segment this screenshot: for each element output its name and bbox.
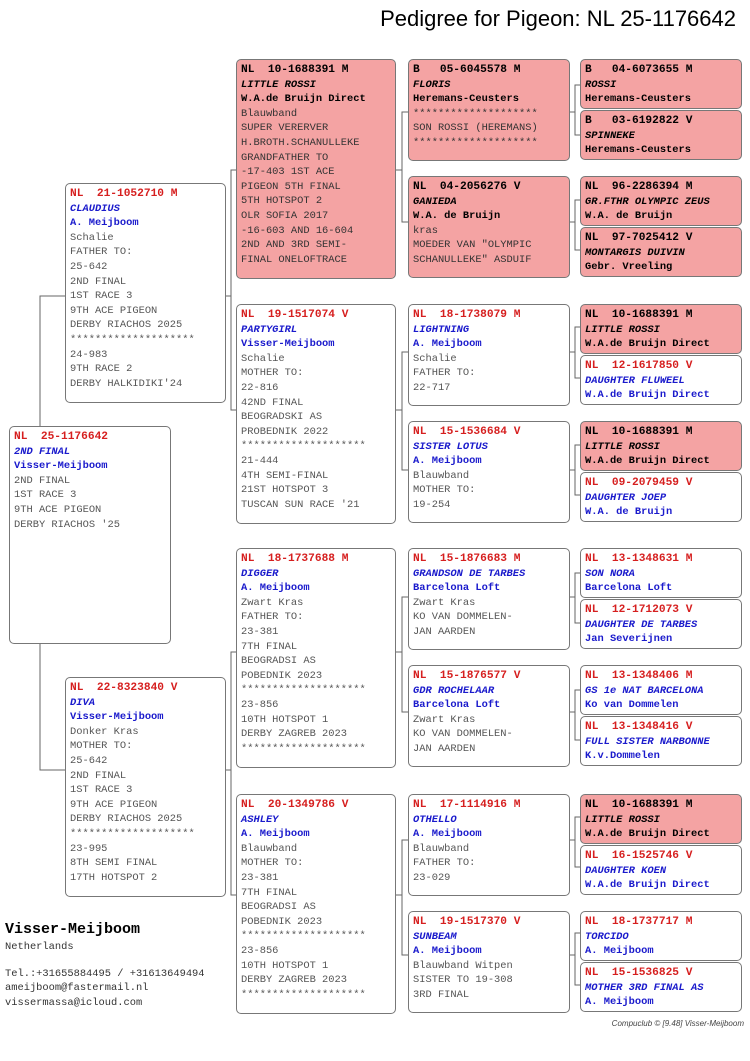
pigeon-card-gen5-13[interactable]: [580, 794, 742, 844]
note-line: ********************: [241, 742, 366, 755]
note-line: MOTHER TO:: [413, 484, 476, 497]
breeder-email-1[interactable]: ameijboom@fastermail.nl: [5, 982, 149, 994]
pigeon-name: DAUGHTER JOEP: [585, 491, 667, 504]
owner-name: Heremans-Ceusters: [413, 93, 520, 106]
ring-number: NL 15-1536825 V: [585, 967, 693, 979]
page-title: Pedigree for Pigeon: NL 25-1176642: [380, 6, 736, 31]
note-line: FINAL ONELOFTRACE: [241, 253, 348, 266]
note-line: kras: [413, 224, 438, 237]
owner-name: A. Meijboom: [241, 582, 310, 595]
pigeon-name: GR.FTHR OLYMPIC ZEUS: [585, 195, 710, 208]
note-line: 2ND FINAL: [14, 474, 71, 487]
pigeon-name: LITTLE ROSSI: [585, 440, 660, 453]
pigeon-name: LITTLE ROSSI: [241, 78, 316, 91]
note-line: 19-254: [413, 498, 451, 511]
note-line: 21-444: [241, 454, 279, 467]
note-line: Schalie: [241, 352, 285, 365]
owner-name: W.A. de Bruijn: [413, 210, 501, 223]
ring-number: NL 19-1517074 V: [241, 309, 349, 321]
ring-number: NL 09-2079459 V: [585, 477, 693, 489]
note-line: 17TH HOTSPOT 2: [70, 871, 158, 884]
note-line: DERBY RIACHOS '25: [14, 518, 121, 531]
note-line: Zwart Kras: [413, 713, 476, 726]
ring-number: NL 16-1525746 V: [585, 850, 693, 862]
pigeon-card-gen5-9[interactable]: [580, 548, 742, 598]
pigeon-card-gen5-5[interactable]: [580, 304, 742, 354]
ring-number: NL 13-1348416 V: [585, 721, 693, 733]
ring-number: NL 13-1348631 M: [585, 553, 693, 565]
note-line: 22-816: [241, 381, 279, 394]
note-line: 23-856: [241, 944, 279, 957]
owner-name: A. Meijboom: [585, 945, 654, 958]
pigeon-card-gen5-10[interactable]: [580, 599, 742, 649]
note-line: SUPER VERERVER: [241, 122, 329, 135]
note-line: Schalie: [70, 231, 114, 244]
pigeon-card-dam-sire[interactable]: [236, 548, 396, 768]
pigeon-name: OTHELLO: [413, 813, 457, 826]
pigeon-card-dam-dam[interactable]: [236, 794, 396, 1014]
ring-number: NL 10-1688391 M: [241, 64, 349, 76]
note-line: SON ROSSI (HEREMANS): [413, 122, 538, 135]
footer-credit: Compuclub © [9.48] Visser-Meijboom: [611, 1019, 744, 1028]
note-line: PIGEON 5TH FINAL: [241, 180, 341, 193]
ring-number: B 03-6192822 V: [585, 115, 693, 127]
owner-name: W.A.de Bruijn Direct: [585, 338, 710, 351]
note-line: Donker Kras: [70, 725, 139, 738]
note-line: 10TH HOTSPOT 1: [241, 713, 329, 726]
pigeon-name: LITTLE ROSSI: [585, 323, 660, 336]
pigeon-name: MOTHER 3RD FINAL AS: [585, 981, 704, 994]
pigeon-name: TORCIDO: [585, 930, 629, 943]
ring-number: NL 15-1876577 V: [413, 670, 521, 682]
pigeon-card-sire-dam[interactable]: [236, 304, 396, 524]
pigeon-name: GS 1e NAT BARCELONA: [585, 684, 704, 697]
pigeon-name: ASHLEY: [241, 813, 279, 826]
note-line: 1ST RACE 3: [14, 489, 77, 502]
owner-name: W.A.de Bruijn Direct: [585, 879, 710, 892]
pigeon-card-gen5-7[interactable]: [580, 421, 742, 471]
pigeon-name: DAUGHTER DE TARBES: [585, 618, 698, 631]
pigeon-name: SON NORA: [585, 567, 635, 580]
note-line: ********************: [241, 930, 366, 943]
pigeon-name: ROSSI: [585, 78, 617, 91]
pigeon-card-gen5-16[interactable]: [580, 962, 742, 1012]
owner-name: Heremans-Ceusters: [585, 144, 692, 157]
note-line: DERBY ZAGREB 2023: [241, 974, 348, 987]
note-line: 23-995: [70, 842, 108, 855]
note-line: ********************: [241, 988, 366, 1001]
ring-number: NL 12-1617850 V: [585, 360, 693, 372]
note-line: Blauwband Witpen: [413, 959, 513, 972]
ring-number: B 05-6045578 M: [413, 64, 521, 76]
note-line: 25-642: [70, 754, 108, 767]
note-line: -17-403 1ST ACE: [241, 166, 335, 179]
note-line: ********************: [413, 136, 538, 149]
ring-number: NL 20-1349786 V: [241, 799, 349, 811]
note-line: 21ST HOTSPOT 3: [241, 484, 329, 497]
pigeon-card-gen4-4[interactable]: [408, 421, 570, 523]
owner-name: A. Meijboom: [413, 338, 482, 351]
note-line: 4TH SEMI-FINAL: [241, 469, 329, 482]
pigeon-name: LIGHTNING: [413, 323, 470, 336]
note-line: 7TH FINAL: [241, 886, 298, 899]
note-line: POBEDNIK 2023: [241, 915, 323, 928]
ring-number: NL 12-1712073 V: [585, 604, 693, 616]
owner-name: Ko van Dommelen: [585, 699, 679, 712]
note-line: Zwart Kras: [241, 596, 304, 609]
note-line: BEOGRADSKI AS: [241, 411, 323, 424]
pigeon-name: PARTYGIRL: [241, 323, 298, 336]
note-line: 10TH HOTSPOT 1: [241, 959, 329, 972]
pigeon-name: SISTER LOTUS: [413, 440, 488, 453]
ring-number: NL 96-2286394 M: [585, 181, 693, 193]
ring-number: NL 18-1738079 M: [413, 309, 521, 321]
note-line: 9TH ACE PIGEON: [70, 304, 158, 317]
pigeon-card-gen4-5[interactable]: [408, 548, 570, 650]
owner-name: A. Meijboom: [241, 828, 310, 841]
note-line: ********************: [241, 440, 366, 453]
breeder-email-2[interactable]: vissermassa@icloud.com: [5, 996, 143, 1009]
pigeon-name: GANIEDA: [413, 195, 457, 208]
pigeon-card-gen4-6[interactable]: [408, 665, 570, 767]
owner-name: Visser-Meijboom: [70, 711, 164, 724]
pigeon-card-gen4-2[interactable]: [408, 176, 570, 278]
ring-number: B 04-6073655 M: [585, 64, 693, 76]
note-line: OLR SOFIA 2017: [241, 209, 329, 222]
note-line: -16-603 AND 16-604: [241, 224, 354, 237]
pigeon-name: FLORIS: [413, 78, 451, 91]
note-line: DERBY RIACHOS 2025: [70, 813, 183, 826]
note-line: FATHER TO:: [70, 246, 133, 259]
breeder-name: Visser-Meijboom: [5, 921, 141, 938]
pigeon-card-sire-sire[interactable]: [236, 59, 396, 279]
note-line: MOTHER TO:: [70, 740, 133, 753]
pigeon-card-gen5-14[interactable]: [580, 845, 742, 895]
note-line: ********************: [413, 107, 538, 120]
note-line: 9TH RACE 2: [70, 363, 133, 376]
owner-name: W.A.de Bruijn Direct: [241, 93, 366, 106]
ring-number: NL 97-7025412 V: [585, 232, 693, 244]
note-line: 2ND FINAL: [70, 769, 127, 782]
pigeon-name: DIGGER: [241, 567, 279, 580]
pigeon-name: DAUGHTER KOEN: [585, 864, 667, 877]
note-line: GRANDFATHER TO: [241, 151, 329, 164]
note-line: Schalie: [413, 352, 457, 365]
ring-number: NL 18-1737688 M: [241, 553, 349, 565]
ring-number: NL 18-1737717 M: [585, 916, 693, 928]
note-line: MOEDER VAN "OLYMPIC: [413, 239, 532, 252]
note-line: TUSCAN SUN RACE '21: [241, 498, 360, 511]
pigeon-card-gen4-1[interactable]: [408, 59, 570, 161]
owner-name: Visser-Meijboom: [14, 460, 108, 473]
owner-name: W.A. de Bruijn: [585, 210, 673, 223]
ring-number: NL 13-1348406 M: [585, 670, 693, 682]
note-line: 42ND FINAL: [241, 396, 304, 409]
pigeon-card-gen5-4[interactable]: [580, 227, 742, 277]
pigeon-name: SUNBEAM: [413, 930, 457, 943]
pigeon-card-gen5-6[interactable]: [580, 355, 742, 405]
note-line: 25-642: [70, 260, 108, 273]
pigeon-name: GDR ROCHELAAR: [413, 684, 495, 697]
note-line: FATHER TO:: [413, 367, 476, 380]
note-line: 23-856: [241, 698, 279, 711]
breeder-info: [5, 920, 205, 1010]
note-line: ********************: [241, 684, 366, 697]
note-line: ********************: [70, 333, 195, 346]
note-line: 1ST RACE 3: [70, 290, 133, 303]
breeder-phone: Tel.:+31655884495 / +31613649494: [5, 967, 205, 980]
pigeon-card-gen5-3[interactable]: [580, 176, 742, 226]
note-line: JAN AARDEN: [413, 742, 476, 755]
pigeon-name: FULL SISTER NARBONNE: [585, 735, 710, 748]
note-line: DERBY RIACHOS 2025: [70, 319, 183, 332]
pigeon-card-gen4-8[interactable]: [408, 911, 570, 1013]
note-line: 2ND FINAL: [70, 275, 127, 288]
owner-name: W.A. de Bruijn: [585, 506, 673, 519]
ring-number: NL 15-1536684 V: [413, 426, 521, 438]
note-line: 9TH ACE PIGEON: [70, 798, 158, 811]
note-line: DERBY HALKIDIKI'24: [70, 377, 183, 390]
pigeon-card-gen5-2[interactable]: [580, 110, 742, 160]
note-line: POBEDNIK 2023: [241, 669, 323, 682]
note-line: 2ND AND 3RD SEMI-: [241, 239, 348, 252]
note-line: H.BROTH.SCHANULLEKE: [241, 136, 360, 149]
owner-name: A. Meijboom: [70, 217, 139, 230]
pigeon-card-gen4-7[interactable]: [408, 794, 570, 896]
note-line: KO VAN DOMMELEN-: [413, 728, 513, 741]
note-line: DERBY ZAGREB 2023: [241, 728, 348, 741]
pigeon-card-gen4-3[interactable]: [408, 304, 570, 406]
note-line: Blauwband: [413, 842, 470, 855]
note-line: 5TH HOTSPOT 2: [241, 195, 323, 208]
pigeon-name: SPINNEKE: [585, 129, 635, 142]
ring-number: NL 22-8323840 V: [70, 682, 178, 694]
note-line: 9TH ACE PIGEON: [14, 503, 102, 516]
owner-name: Barcelona Loft: [585, 582, 673, 595]
owner-name: W.A.de Bruijn Direct: [585, 389, 710, 402]
note-line: 22-717: [413, 381, 451, 394]
owner-name: K.v.Dommelen: [585, 750, 660, 763]
ring-number: NL 19-1517370 V: [413, 916, 521, 928]
owner-name: Barcelona Loft: [413, 699, 501, 712]
pigeon-card-gen5-1[interactable]: [580, 59, 742, 109]
note-line: KO VAN DOMMELEN-: [413, 611, 513, 624]
note-line: MOTHER TO:: [241, 367, 304, 380]
note-line: SCHANULLEKE" ASDUIF: [413, 253, 532, 266]
pigeon-card-gen5-11[interactable]: [580, 665, 742, 715]
owner-name: A. Meijboom: [585, 996, 654, 1009]
note-line: Blauwband: [241, 842, 298, 855]
note-line: MOTHER TO:: [241, 857, 304, 870]
pigeon-name: LITTLE ROSSI: [585, 813, 660, 826]
ring-number: NL 04-2056276 V: [413, 181, 521, 193]
note-line: SISTER TO 19-308: [413, 974, 513, 987]
note-line: PROBEDNIK 2022: [241, 425, 329, 438]
note-line: 3RD FINAL: [413, 988, 470, 1001]
owner-name: W.A.de Bruijn Direct: [585, 455, 710, 468]
pigeon-name: DIVA: [70, 696, 95, 709]
note-line: 7TH FINAL: [241, 640, 298, 653]
owner-name: Barcelona Loft: [413, 582, 501, 595]
note-line: 24-983: [70, 348, 108, 361]
note-line: BEOGRADSI AS: [241, 655, 316, 668]
note-line: Zwart Kras: [413, 596, 476, 609]
owner-name: A. Meijboom: [413, 455, 482, 468]
pigeon-card-gen5-15[interactable]: [580, 911, 742, 961]
note-line: FATHER TO:: [241, 611, 304, 624]
ring-number: NL 25-1176642: [14, 431, 108, 443]
owner-name: Gebr. Vreeling: [585, 261, 673, 274]
note-line: 23-381: [241, 625, 279, 638]
owner-name: W.A.de Bruijn Direct: [585, 828, 710, 841]
pigeon-name: CLAUDIUS: [70, 202, 120, 215]
note-line: ********************: [70, 827, 195, 840]
owner-name: Visser-Meijboom: [241, 338, 335, 351]
pigeon-name: 2ND FINAL: [14, 445, 71, 458]
pigeon-card-gen5-8[interactable]: [580, 472, 742, 522]
note-line: Blauwband: [413, 469, 470, 482]
note-line: 8TH SEMI FINAL: [70, 857, 158, 870]
ring-number: NL 15-1876683 M: [413, 553, 521, 565]
owner-name: Heremans-Ceusters: [585, 93, 692, 106]
ring-number: NL 10-1688391 M: [585, 799, 693, 811]
note-line: JAN AARDEN: [413, 625, 476, 638]
note-line: Blauwband: [241, 107, 298, 120]
note-line: FATHER TO:: [413, 857, 476, 870]
pigeon-card-sire[interactable]: [65, 183, 226, 403]
owner-name: Jan Severijnen: [585, 633, 673, 646]
owner-name: A. Meijboom: [413, 945, 482, 958]
pigeon-name: MONTARGIS DUIVIN: [585, 246, 685, 259]
breeder-country: Netherlands: [5, 941, 74, 953]
pigeon-name: DAUGHTER FLUWEEL: [585, 374, 685, 387]
note-line: 1ST RACE 3: [70, 784, 133, 797]
ring-number: NL 10-1688391 M: [585, 309, 693, 321]
ring-number: NL 17-1114916 M: [413, 799, 521, 811]
pigeon-card-subject[interactable]: [9, 426, 171, 644]
pigeon-card-gen5-12[interactable]: [580, 716, 742, 766]
pigeon-card-dam[interactable]: [65, 677, 226, 897]
note-line: 23-381: [241, 871, 279, 884]
ring-number: NL 21-1052710 M: [70, 188, 178, 200]
owner-name: A. Meijboom: [413, 828, 482, 841]
pigeon-name: GRANDSON DE TARBES: [413, 567, 526, 580]
note-line: BEOGRADSI AS: [241, 901, 316, 914]
note-line: 23-029: [413, 871, 451, 884]
ring-number: NL 10-1688391 M: [585, 426, 693, 438]
